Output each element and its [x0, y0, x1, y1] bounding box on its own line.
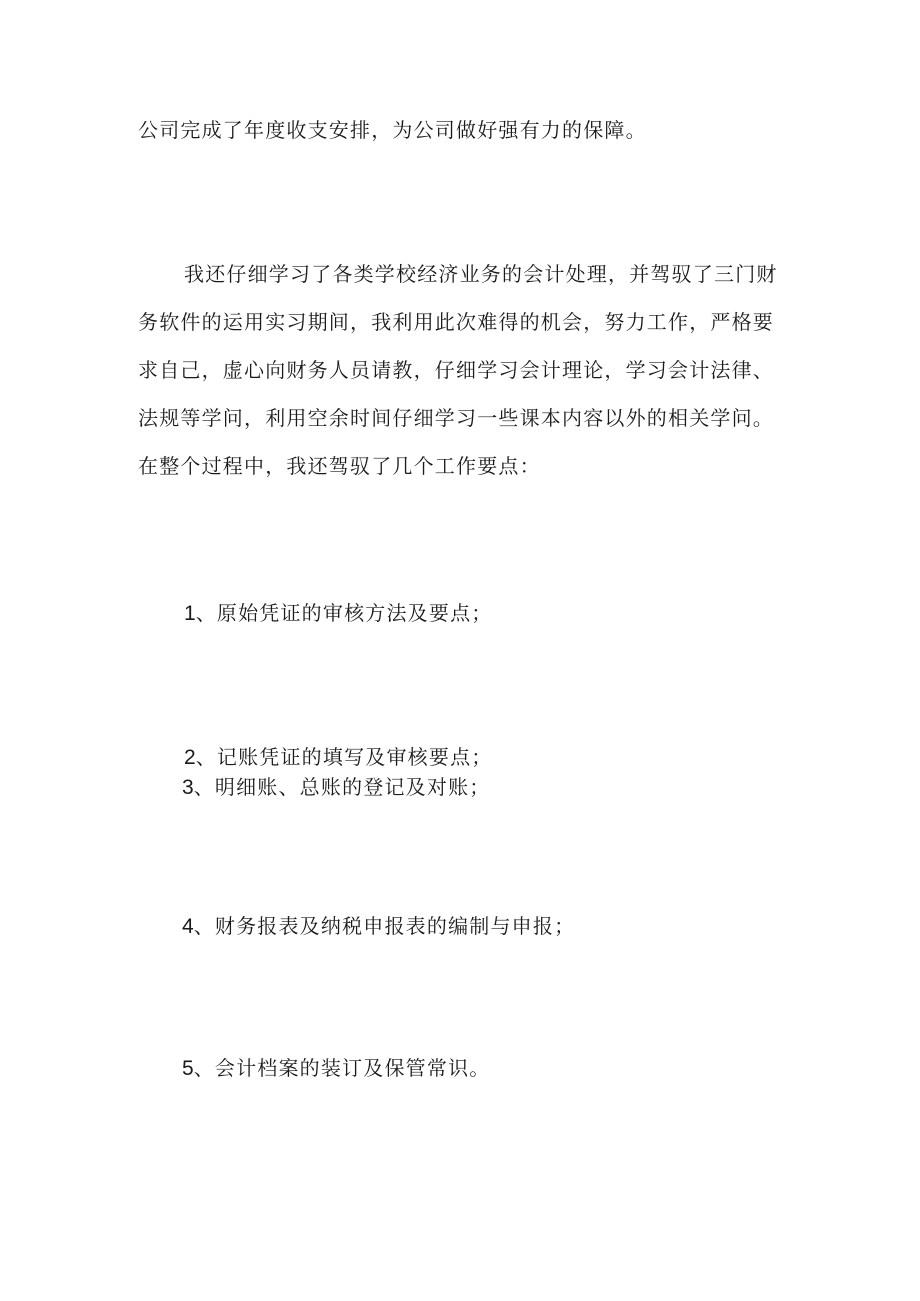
- list-item-number: 1: [184, 602, 196, 625]
- paragraph-line: 求自己，虚心向财务人员请教，仔细学习会计理论，学习会计法律、: [138, 358, 774, 382]
- list-item: [182, 1056, 491, 1081]
- paragraph-line: 法规等学问，利用空余时间仔细学习一些课本内容以外的相关学问。: [138, 406, 774, 430]
- paragraph-line: 在整个过程中，我还驾驭了几个工作要点：: [138, 454, 541, 478]
- list-item-number: 4: [182, 915, 194, 938]
- list-item: [184, 745, 493, 770]
- paragraph-line: 我还仔细学习了各类学校经济业务的会计处理，并驾驭了三门财: [184, 262, 778, 286]
- list-item: [182, 914, 575, 939]
- intro-line: 公司完成了年度收支安排，为公司做好强有力的保障。: [138, 118, 647, 142]
- list-item-text: 、会计档案的装订及保管常识。: [193, 1056, 491, 1080]
- list-item-text: 、记账凭证的填写及审核要点；: [195, 745, 493, 769]
- list-item-text: 、明细账、总账的登记及对账；: [193, 775, 491, 799]
- paragraph-line: 务软件的运用实习期间，我利用此次难得的机会，努力工作，严格要: [138, 310, 774, 334]
- list-item-number: 3: [182, 776, 194, 799]
- list-item-number: 2: [184, 746, 196, 769]
- list-item-number: 5: [182, 1057, 194, 1080]
- list-item: [184, 601, 493, 626]
- list-item-text: 、原始凭证的审核方法及要点；: [195, 601, 493, 625]
- list-item: [182, 775, 491, 800]
- list-item-text: 、财务报表及纳税申报表的编制与申报；: [193, 914, 576, 938]
